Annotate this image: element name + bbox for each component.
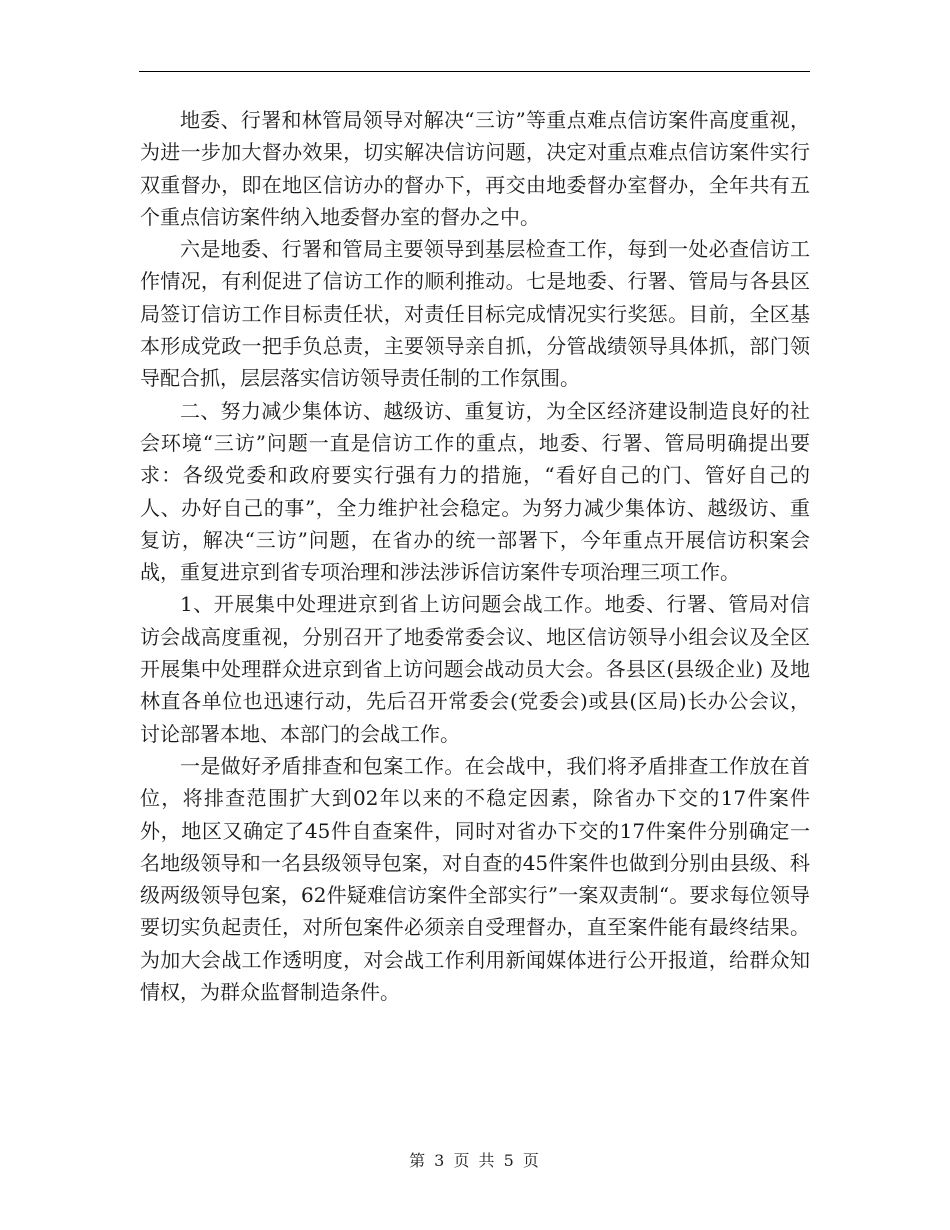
paragraph-4: 1、开展集中处理进京到省上访问题会战工作。地委、行署、管局对信访会战高度重视，分别召开了地委常委会议、地区信访领导小组会议及全区开展集中处理群众进京到省上访问题会战动员大会。各县区(县级企业) 及地林直各单位也迅速行动，先后召开常委会(党委会)或县(区局)长办公会议，讨论部署本地、本部门的会战工作。 (140, 592, 810, 746)
paragraph-3: 二、努力减少集体访、越级访、重复访，为全区经济建设制造良好的社会环境“三访”问题一直是信访工作的重点，地委、行署、管局明确提出要求：各级党委和政府要实行强有力的措施，“看好自己的门、管好自己的人、办好自己的事”，全力维护社会稳定。为努力减少集体访、越级访、重复访，解决“三访”问题，在省办的统一部署下，今年重点开展信访积案会战，重复进京到省专项治理和涉法涉诉信访案件专项治理三项工作。 (140, 398, 810, 585)
paragraph-1: 地委、行署和林管局领导对解决“三访”等重点难点信访案件高度重视，为进一步加大督办效果，切实解决信访问题，决定对重点难点信访案件实行双重督办，即在地区信访办的督办下，再交由地委督办室督办，全年共有五个重点信访案件纳入地委督办室的督办之中。 (140, 108, 810, 229)
document-body (140, 104, 810, 1008)
header-rule (139, 71, 810, 72)
paragraph-2: 六是地委、行署和管局主要领导到基层检查工作，每到一处必查信访工作情况，有利促进了信访工作的顺利推动。七是地委、行署、管局与各县区局签订信访工作目标责任状，对责任目标完成情况实行奖惩。目前，全区基本形成党政一把手负总责，主要领导亲自抓，分管战绩领导具体抓，部门领导配合抓，层层落实信访领导责任制的工作氛围。 (140, 237, 810, 391)
paragraph-5: 一是做好矛盾排查和包案工作。在会战中，我们将矛盾排查工作放在首位，将排查范围扩大到02年以来的不稳定因素，除省办下交的17件案件外，地区又确定了45件自查案件，同时对省办下交的17件案件分别确定一名地级领导和一名县级领导包案，对自查的45件案件也做到分别由县级、科级两级领导包案，62件疑难信访案件全部实行”一案双责制“。要求每位领导要切实负起责任，对所包案件必须亲自受理督办，直至案件能有最终结果。为加大会战工作透明度，对会战工作利用新闻媒体进行公开报道，给群众知情权，为群众监督制造条件。 (140, 753, 810, 1005)
page-number: 第 3 页 共 5 页 (409, 1151, 541, 1170)
